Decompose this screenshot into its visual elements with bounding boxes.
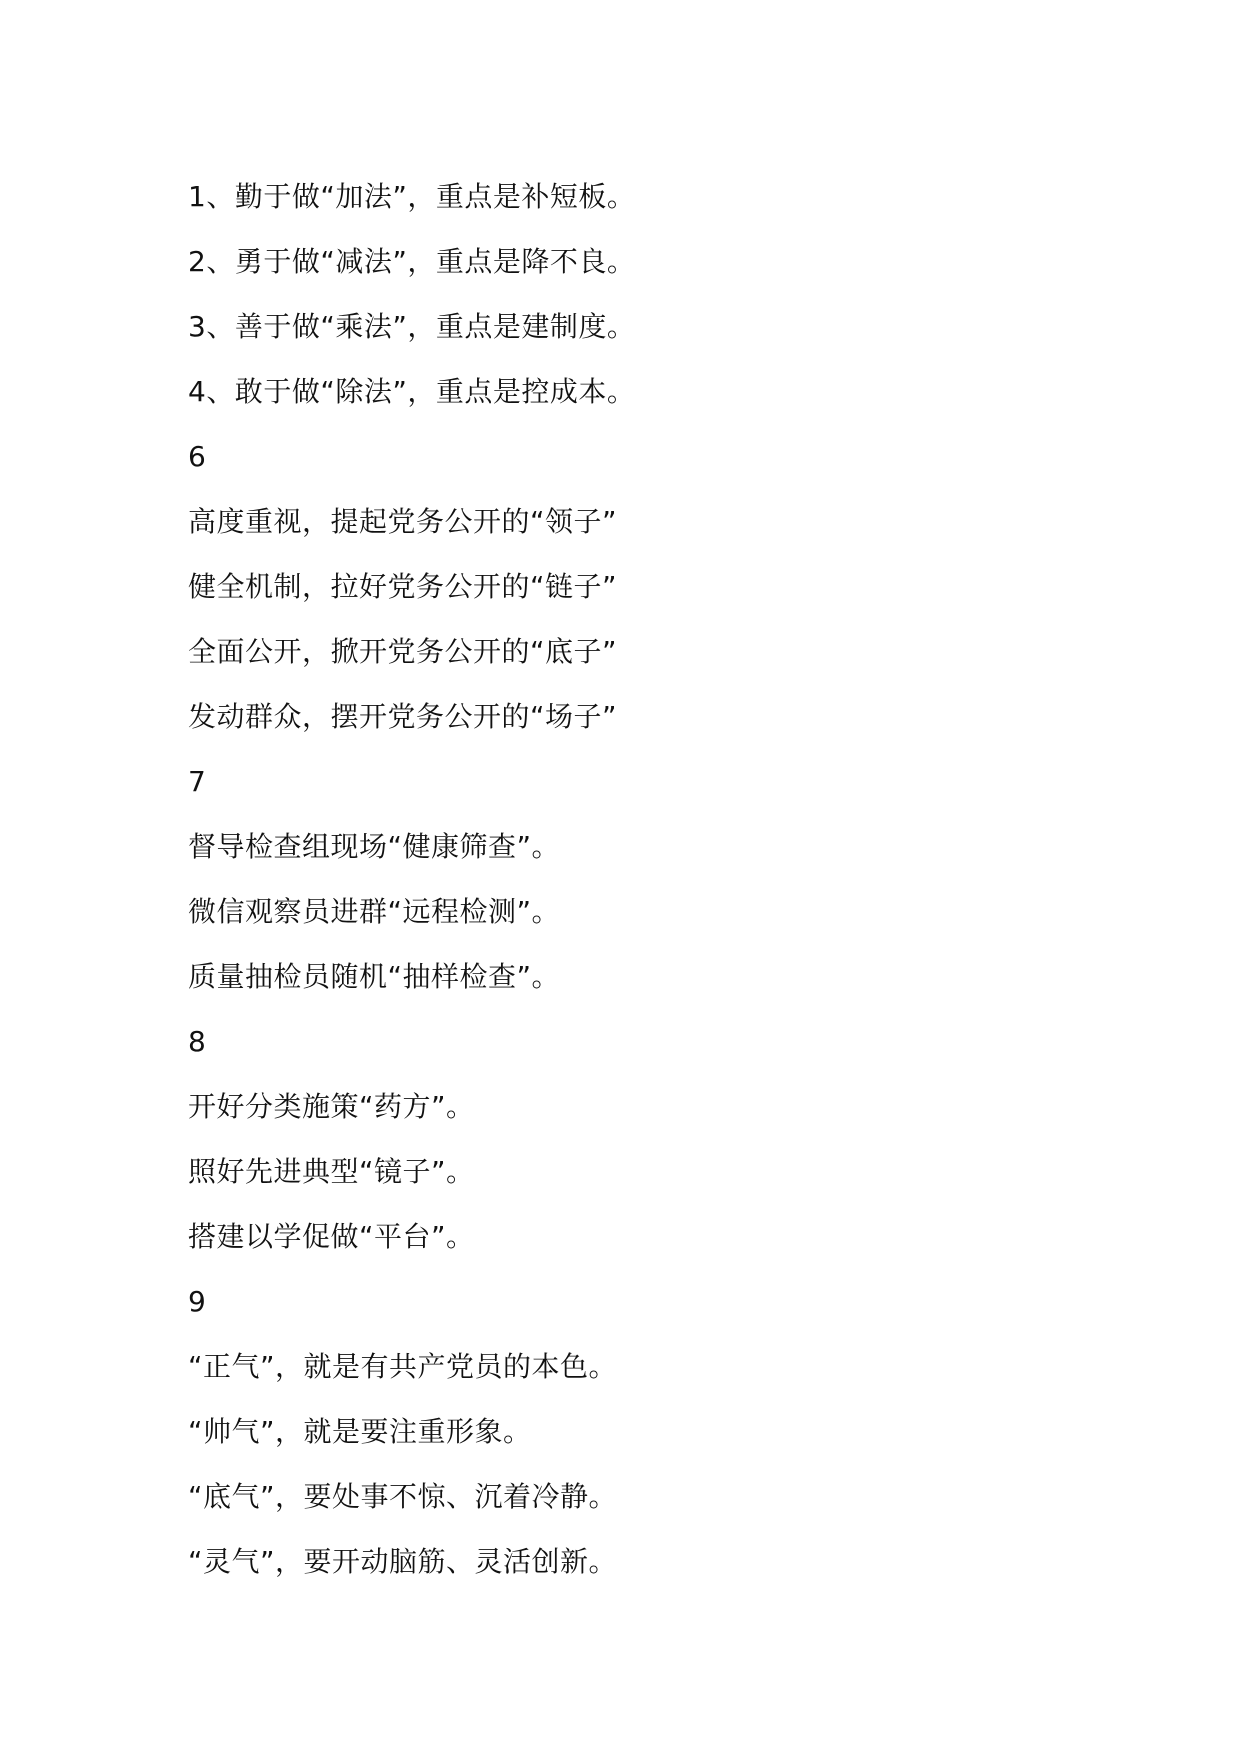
item-2-subtraction: 2、勇于做“减法”，重点是降不良。 [188,245,636,278]
line-confidence: “底气”，要处事不惊、沉着冷静。 [188,1480,618,1513]
line-health-screening: 督导检查组现场“健康筛查”。 [188,830,561,863]
line-sampling-inspection: 质量抽检员随机“抽样检查”。 [188,960,561,993]
item-3-multiplication: 3、善于做“乘法”，重点是建制度。 [188,310,636,343]
line-ingenuity: “灵气”，要开动脑筋、灵活创新。 [188,1545,618,1578]
line-chain: 健全机制，拉好党务公开的“链子” [188,570,618,603]
section-number-7: 7 [188,765,207,798]
line-prescription: 开好分类施策“药方”。 [188,1090,475,1123]
section-number-6: 6 [188,440,207,473]
line-base: 全面公开，掀开党务公开的“底子” [188,635,618,668]
line-platform: 搭建以学促做“平台”。 [188,1220,475,1253]
line-venue: 发动群众，摆开党务公开的“场子” [188,700,618,733]
line-smartness: “帅气”，就是要注重形象。 [188,1415,532,1448]
item-1-addition: 1、勤于做“加法”，重点是补短板。 [188,180,636,213]
document-body [188,170,1088,1600]
section-number-9: 9 [188,1285,207,1318]
line-remote-detection: 微信观察员进群“远程检测”。 [188,895,561,928]
line-mirror: 照好先进典型“镜子”。 [188,1155,475,1188]
line-collar: 高度重视，提起党务公开的“领子” [188,505,618,538]
line-integrity: “正气”，就是有共产党员的本色。 [188,1350,618,1383]
item-4-division: 4、敢于做“除法”，重点是控成本。 [188,375,636,408]
section-number-8: 8 [188,1025,207,1058]
